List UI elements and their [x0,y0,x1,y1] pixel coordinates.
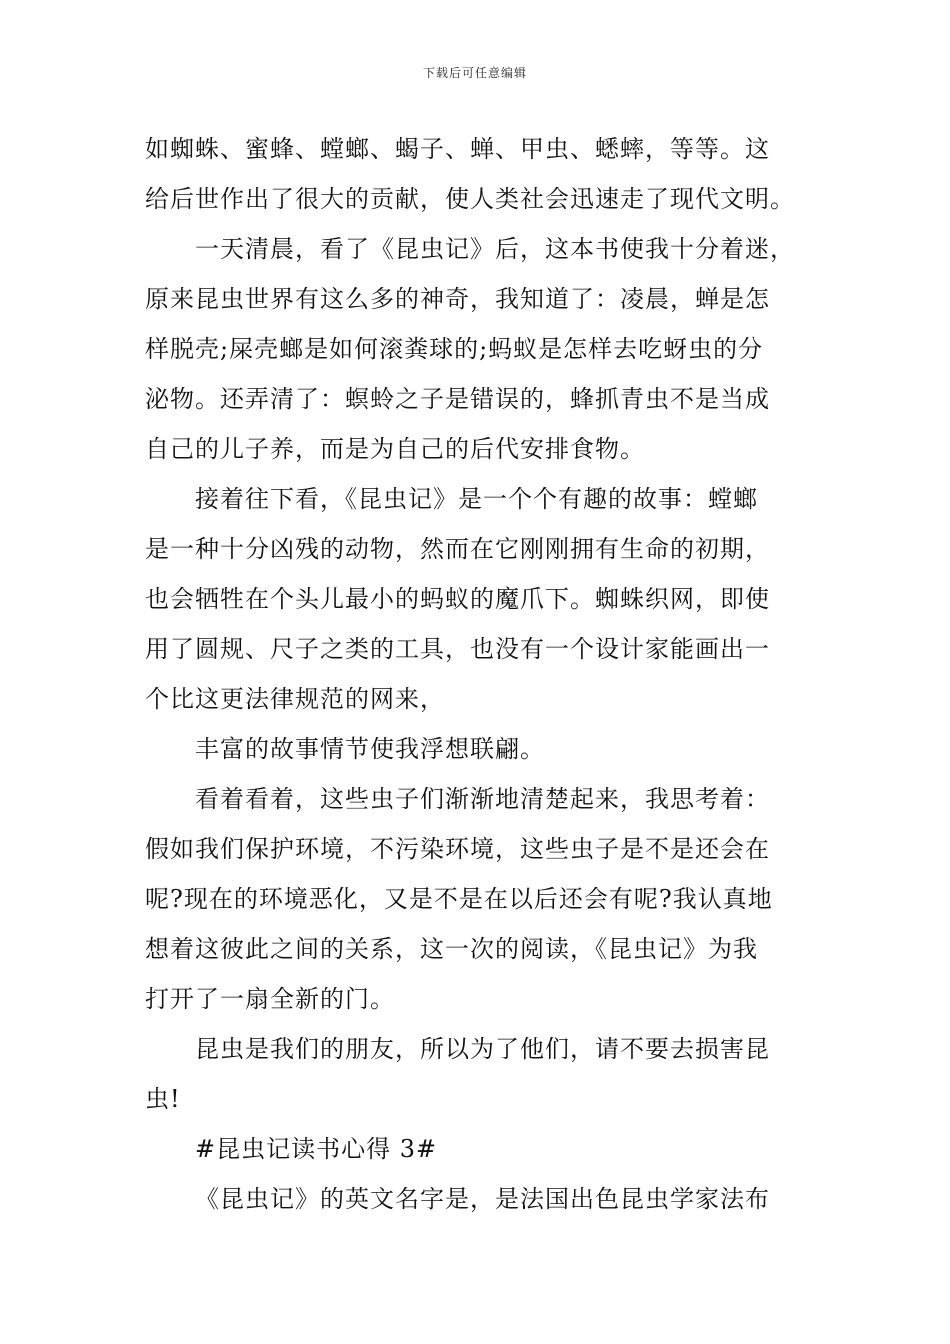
text-line: 如蜘蛛、蜜蜂、螳螂、蝎子、蝉、甲虫、蟋蟀，等等。这 [145,135,770,163]
paragraph [145,1024,817,1124]
paragraph [145,774,817,1024]
text-line: 一天清晨，看了《昆虫记》后，这本书使我十分着迷， [195,235,795,263]
text-line: 呢?现在的环境恶化，又是不是在以后还会有呢?我认真地 [145,885,773,913]
paragraph [145,1174,817,1224]
text-line: 昆虫是我们的朋友，所以为了他们，请不要去损害昆 [195,1035,770,1063]
paragraph [145,724,817,774]
document-body [145,124,817,1224]
text-line: 也会牺牲在个头儿最小的蚂蚁的魔爪下。蜘蛛织网，即使 [145,585,770,613]
paragraph [145,124,817,224]
text-line: 看着看着，这些虫子们渐渐地清楚起来，我思考着： [195,785,770,813]
text-line: 给后世作出了很大的贡献，使人类社会迅速走了现代文明。 [145,185,795,213]
paragraph [145,474,817,724]
text-line: 《昆虫记》的英文名字是，是法国出色昆虫学家法布 [195,1185,770,1213]
text-line: 丰富的故事情节使我浮想联翩。 [195,735,545,763]
section-heading-text: #昆虫记读书心得 3# [195,1135,438,1163]
section-heading [145,1124,817,1174]
text-line: 自己的儿子养，而是为自己的后代安排食物。 [145,435,645,463]
text-line: 个比这更法律规范的网来， [145,685,445,713]
text-line: 打开了一扇全新的门。 [145,985,395,1013]
text-line: 是一种十分凶残的动物，然而在它刚刚拥有生命的初期， [145,535,770,563]
text-line: 泌物。还弄清了：螟蛉之子是错误的，蜂抓青虫不是当成 [145,385,770,413]
page-header: 下载后可任意编辑 [422,66,527,80]
text-line: 假如我们保护环境，不污染环境，这些虫子是不是还会在 [145,835,770,863]
text-line: 想着这彼此之间的关系，这一次的阅读，《昆虫记》为我 [145,935,758,963]
text-line: 接着往下看，《昆虫记》是一个个有趣的故事：螳螂 [195,485,758,513]
text-line: 原来昆虫世界有这么多的神奇，我知道了：凌晨，蝉是怎 [145,285,770,313]
text-line: 用了圆规、尺子之类的工具，也没有一个设计家能画出一 [145,635,770,663]
paragraph [145,224,817,474]
text-line: 虫! [145,1085,181,1113]
text-line: 样脱壳;屎壳螂是如何滚粪球的;蚂蚁是怎样去吃蚜虫的分 [145,335,764,363]
